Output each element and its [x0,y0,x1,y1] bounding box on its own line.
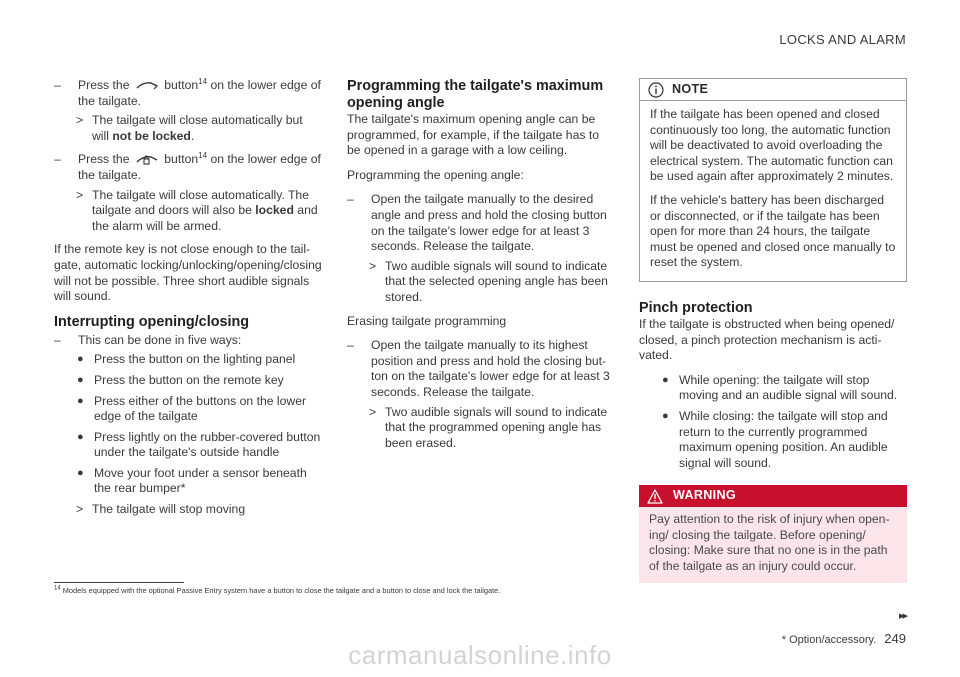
bullet-marker: ● [77,373,84,386]
bullet-marker: ● [77,430,84,443]
programming-step: – Open the tailgate manually to the desired angle and press and hold the closing button on the tailgate's lower edge for at least 3 seconds. Release the tailgate. [347,192,607,254]
warning-header [639,485,907,507]
step-lock-button: – Press the button$^{14}$ on the lower edge of the tailgate. [54,151,321,182]
dash-marker: – [347,338,354,353]
dash-marker: – [54,152,61,167]
erasing-result: > Two audible signals will sound to indicate that the programmed opening angle has been erased. [369,404,608,450]
result-marker: > [369,258,377,273]
interrupt-intro: – This can be done in five ways: [54,332,242,347]
heading-interrupting: Interrupting opening/closing [54,313,250,330]
result-marker: > [76,502,84,517]
bullet-marker: ● [77,466,84,479]
bullet-marker: ● [662,373,669,386]
option-note: * Option/accessory. [781,634,877,646]
footnote: $^{14}$ Models equipped with the optional Passive Entry system have a button to close the tailgate and a button to close and lock the tailgate. [54,585,501,595]
list-item: ● While opening: the tailgate will stop moving and an audible signal will sound. [662,372,898,403]
erasing-step: – Open the tailgate manually to its highest position and press and hold the closing button on the tailgate's lower edge for at least 3 seconds. Release the tailgate. [347,338,610,399]
dash-marker: – [347,192,354,207]
heading-pinch-protection: Pinch protection [639,299,753,316]
list-item: ● Press the button on the lighting panel [77,352,296,367]
page-number: 249 [884,631,906,646]
note-box [639,78,907,282]
bullet-marker: ● [77,353,84,366]
result-stop: > The tailgate will stop moving [76,502,246,517]
note-header [640,79,906,101]
programming-label: Programming the opening angle: [347,167,524,182]
result-marker: > [76,113,84,128]
programming-result: > Two audible signals will sound to indicate that the selected opening angle has been stored. [369,258,608,304]
bullet-marker: ● [77,394,84,407]
heading-programming: Programming the tailgate's maximum opening angle [347,78,604,111]
column-1 [54,78,322,526]
footnote-divider [54,582,184,583]
erasing-label: Erasing tailgate programming [347,313,507,328]
bullet-marker: ● [662,409,669,422]
list-item: ● Press the button on the remote key [77,372,284,387]
next-page-arrow-icon: ▸▸ [898,610,906,622]
info-icon [648,82,664,98]
dash-marker: – [54,78,61,92]
result-marker: > [76,187,84,202]
tailgate-lock-icon [135,155,159,165]
note-title: NOTE [672,81,709,96]
warning-body: Pay attention to the risk of injury when opening/ closing the tailgate. Before opening/ closing: Make sure that no one is in the path of the tailgate as an injury could occur. [649,512,890,574]
column-3 [639,78,907,583]
dash-marker: – [54,332,61,347]
list-item: ● Move your foot under a sensor beneath the rear bumper* [77,465,307,496]
result-lock: > The tailgate will close automatically. The tailgate and doors will also be locked and the alarm will be armed. [76,187,318,233]
remote-key-paragraph: If the remote key is not close enough to the tailgate, automatic locking/unlocking/opening/closing will not be possible. Three short audible signals will sound. [54,242,322,304]
tailgate-close-icon [135,81,159,91]
programming-intro: The tailgate's maximum opening angle can be programmed, for example, if the tailgate has to be opened in a garage with a low ceiling. [347,112,600,158]
section-header: LOCKS AND ALARM [779,32,906,47]
list-item: ● Press lightly on the rubber-covered button under the tailgate's outside handle [77,429,321,460]
step-close-button: – Press the button$^{14}$ on the lower edge of the tailgate. [54,76,321,108]
list-item: ● Press either of the buttons on the lower edge of the tailgate [77,393,307,424]
list-item: ● While closing: the tailgate will stop and return to the currently programmed maximum opening position. An audible signal will sound. [662,408,888,470]
result-close: > The tailgate will close automatically but will not be locked. [76,113,303,143]
warning-title: WARNING [673,488,736,503]
warning-box [639,485,907,582]
watermark: carmanualsonline.info [348,640,612,670]
note-body: If the tailgate has been opened and closed continuously too long, the automatic function will be deactivated to avoid overloading the electrical system. The automatic function can be used again after approximately 2 minutes. If the vehicle's battery has been discharged or disconnected, or if the tailgate has been open for more than 24 hours, the tailgate must be opened and closed once manually to reset the system. [650,107,896,270]
result-marker: > [369,404,377,419]
pinch-intro: If the tailgate is obstructed when being opened/ closed, a pinch protection mechanism is activated. [639,316,895,363]
warning-triangle-icon [647,489,663,504]
column-2 [347,78,615,459]
